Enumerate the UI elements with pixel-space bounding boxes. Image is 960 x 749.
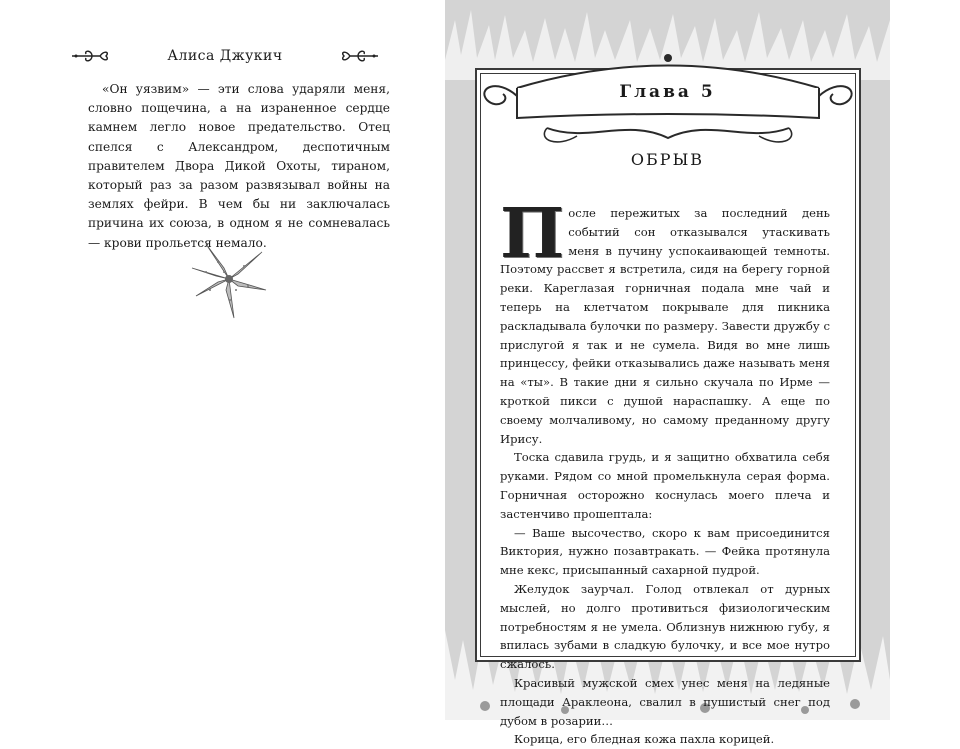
left-page-paragraph: «Он уязвим» — эти слова ударяли меня, словно пощечина, а на израненное сердце камнем легло новое предательство. Отец спелся с Александром, деспотичным правителем Двора Дикой Охоты, тираном, который раз за разом развязывал войны на землях фейри. В чем бы ни заключалась причина их союза, в одном я не сомневалась — крови прольется немало. (88, 82, 390, 250)
chapter-title: ОБРЫВ (630, 150, 705, 169)
body-paragraph: Тоска сдавила грудь, и я защитно обхватила себя руками. Рядом со мной промелькнула серая форма. Горничная осторожно коснулась моего плеча и застенчиво прошептала: (500, 450, 830, 521)
flourish-right-icon (340, 44, 380, 68)
running-head-title: Алиса Джукич (167, 48, 283, 64)
left-page (0, 0, 445, 720)
page-gutter (890, 0, 960, 720)
body-paragraph: Корица, его бледная кожа пахла корицей. (514, 732, 775, 747)
chapter-body (500, 194, 830, 749)
lily-flower-icon (188, 238, 270, 320)
body-paragraph: Красивый мужской смех унес меня на ледяные площади Араклеона, свалил в пушистый снег под дубом в розарии… (500, 675, 830, 728)
right-page (445, 0, 890, 747)
frame-scroll-ornament-icon (477, 48, 859, 158)
body-paragraph: — Ваше высочество, скоро к вам присоединится Виктория, нужно позавтракать. — Фейка протянула мне кекс, присыпанный сахарной пудрой. (500, 525, 830, 578)
running-head (70, 44, 380, 68)
body-paragraph: осле пережитых за последний день событий сон отказывался утаскивать меня в пучину успокаивающей темноты. Поэтому рассвет я встретила, сидя на берегу горной реки. Кареглазая горничная подала мне чай и теперь на клетчатом покрывале для пикника раскладывала булочки по размеру. Завести дружбу с прислугой я так и не сумела. Видя во мне лишь принцессу, фейки отказывались даже называть меня на «ты». В такие дни я сильно скучала по Ирме — кроткой пикси с душой нараспашку. А еще по своему молчаливому, но самому преданному другу Ирису. (500, 206, 830, 446)
body-paragraph: Желудок заурчал. Голод отвлекал от дурных мыслей, но долго противиться физиологическим потребностям я не умела. Облизнув нижнюю губу, я впилась зубами в сладкую булочку, и все мое нутро сжалось. (500, 581, 830, 672)
drop-cap: П (500, 194, 565, 274)
chapter-label: Глава 5 (619, 82, 716, 102)
flourish-left-icon (70, 44, 110, 68)
